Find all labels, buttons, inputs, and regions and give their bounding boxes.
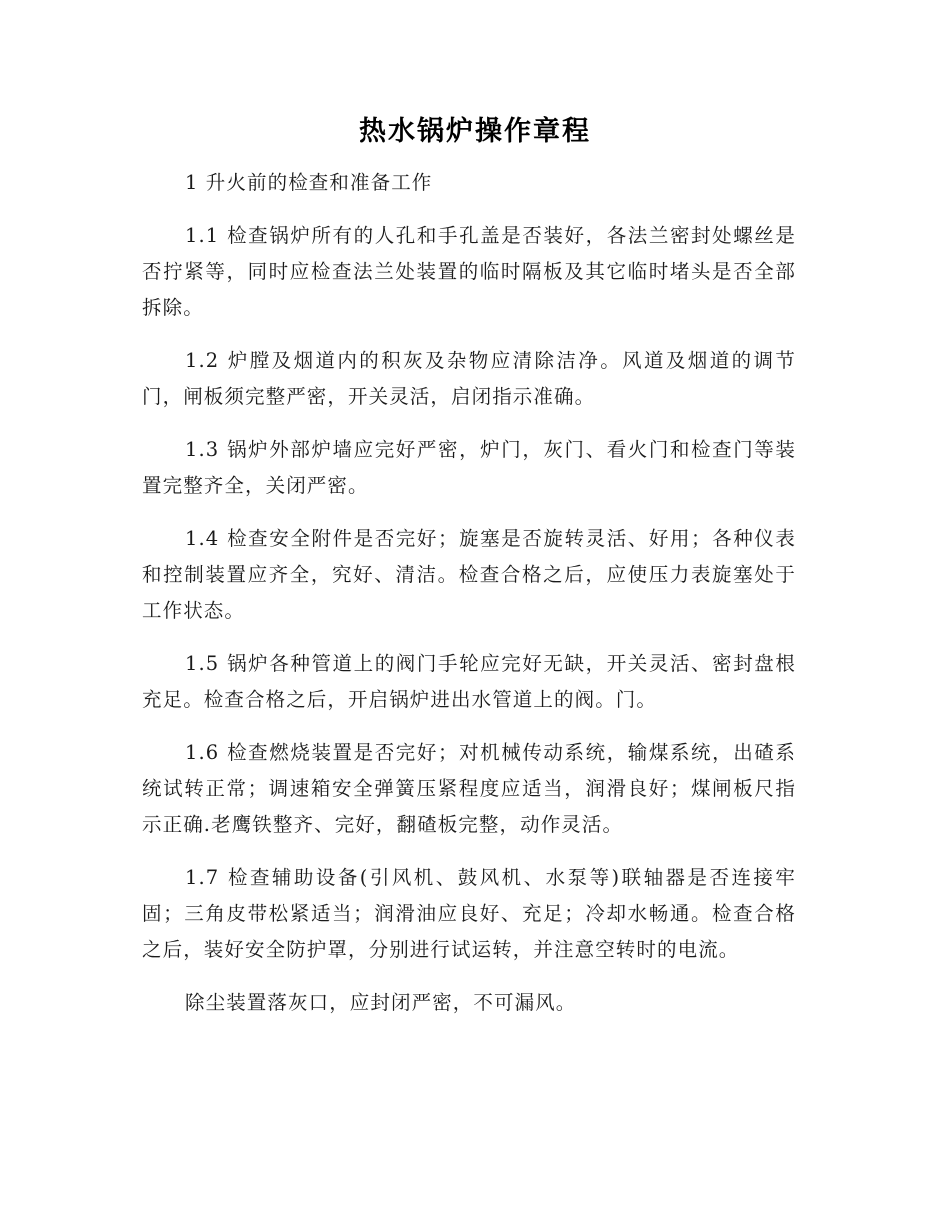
section-heading: 1 升火前的检查和准备工作 bbox=[185, 171, 433, 194]
paragraph-1-5: 1.5 锅炉各种管道上的阀门手轮应完好无缺，开关灵活、密封盘根充足。检查合格之后，开启锅炉进出水管道上的阀。门。 bbox=[142, 652, 796, 711]
paragraph-1-4: 1.4 检查安全附件是否完好；旋塞是否旋转灵活、好用；各种仪表和控制装置应齐全，究好、清洁。检查合格之后，应使压力表旋塞处于工作状态。 bbox=[142, 527, 796, 622]
paragraph-1-7: 1.7 检查辅助设备(引风机、鼓风机、水泵等)联轴器是否连接牢固；三角皮带松紧适当；润滑油应良好、充足；冷却水畅通。检查合格之后，装好安全防护罩，分别进行试运转，并注意空转时的电流。 bbox=[142, 866, 796, 961]
paragraph-dust-removal: 除尘装置落灰口，应封闭严密，不可漏风。 bbox=[185, 991, 577, 1014]
paragraph-1-2: 1.2 炉膛及烟道内的积灰及杂物应清除洁净。风道及烟道的调节门，闸板须完整严密，开关灵活，启闭指示准确。 bbox=[142, 349, 796, 408]
paragraph-1-1: 1.1 检查锅炉所有的人孔和手孔盖是否装好，各法兰密封处螺丝是否拧紧等，同时应检查法兰处装置的临时隔板及其它临时堵头是否全部拆除。 bbox=[142, 224, 796, 319]
paragraph-1-6: 1.6 检查燃烧装置是否完好；对机械传动系统，输煤系统，出碴系统试转正常；调速箱安全弹簧压紧程度应适当，润滑良好；煤闸板尺指示正确.老鹰铁整齐、完好，翻碴板完整，动作灵活。 bbox=[142, 741, 796, 836]
paragraph-1-3: 1.3 锅炉外部炉墙应完好严密，炉门，灰门、看火门和检查门等装置完整齐全，关闭严密。 bbox=[142, 438, 796, 497]
document-title: 热水锅炉操作章程 bbox=[359, 116, 591, 147]
document-body bbox=[142, 165, 796, 1038]
